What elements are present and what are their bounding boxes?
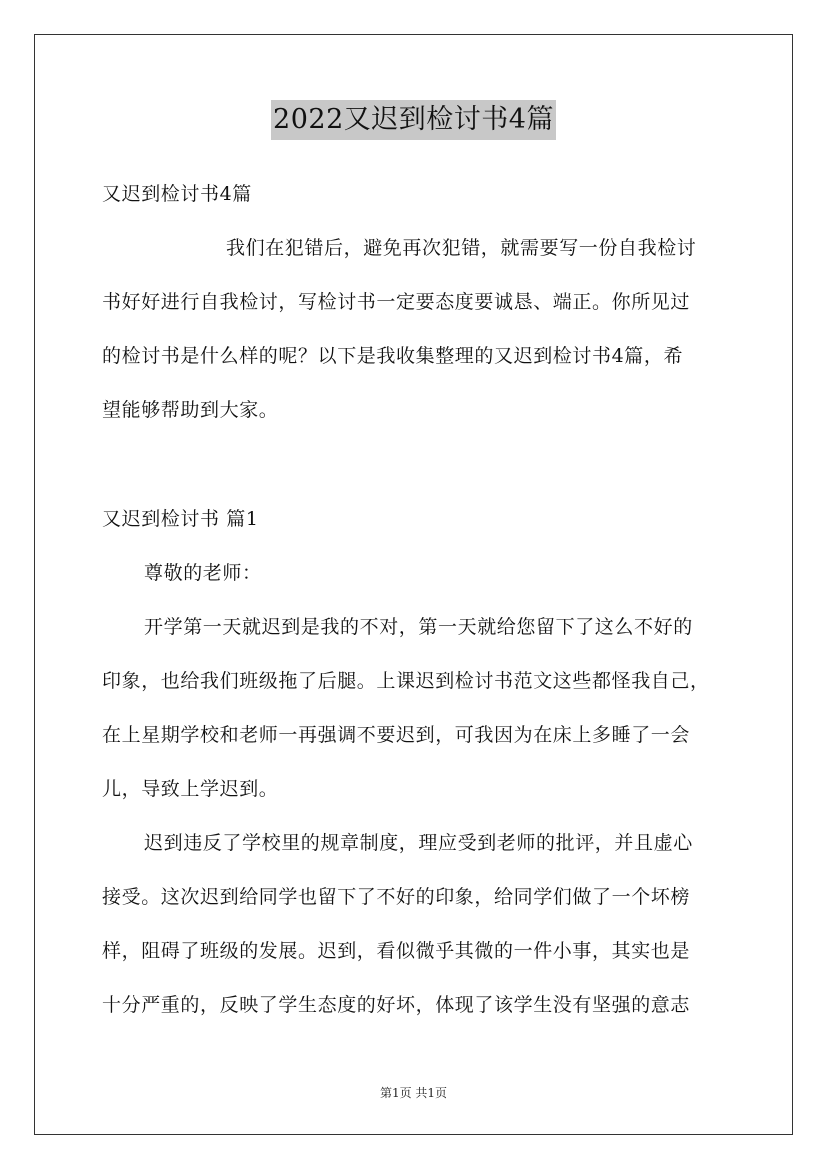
paragraph-line: 样，阻碍了班级的发展。迟到，看似微乎其微的一件小事，其实也是	[102, 940, 691, 962]
paragraph-line: 儿，导致上学迟到。	[102, 778, 279, 800]
intro-line: 我们在犯错后，避免再次犯错，就需要写一份自我检讨	[226, 237, 697, 259]
section-heading: 又迟到检讨书 篇1	[102, 508, 259, 530]
paragraph-line: 接受。这次迟到给同学也留下了不好的印象，给同学们做了一个坏榜	[102, 886, 691, 908]
paragraph-line: 开学第一天就迟到是我的不对，第一天就给您留下了这么不好的	[144, 616, 693, 638]
document-title	[0, 100, 827, 140]
page-footer: 第1页 共1页	[379, 1086, 448, 1100]
document-subtitle: 又迟到检讨书4篇	[102, 183, 252, 205]
paragraph-line: 在上星期学校和老师一再强调不要迟到，可我因为在床上多睡了一会	[102, 724, 691, 746]
intro-line: 的检讨书是什么样的呢？以下是我收集整理的又迟到检讨书4篇，希	[102, 345, 684, 367]
document-title-text: 2022又迟到检讨书4篇	[271, 100, 556, 140]
intro-line: 书好好进行自我检讨，写检讨书一定要态度要诚恳、端正。你所见过	[102, 291, 691, 313]
paragraph-line: 十分严重的，反映了学生态度的好坏，体现了该学生没有坚强的意志	[102, 994, 691, 1016]
salutation: 尊敬的老师：	[144, 562, 262, 584]
paragraph-line: 印象，也给我们班级拖了后腿。上课迟到检讨书范文这些都怪我自己，	[102, 670, 710, 692]
intro-line: 望能够帮助到大家。	[102, 399, 279, 421]
paragraph-line: 迟到违反了学校里的规章制度，理应受到老师的批评，并且虚心	[144, 832, 693, 854]
